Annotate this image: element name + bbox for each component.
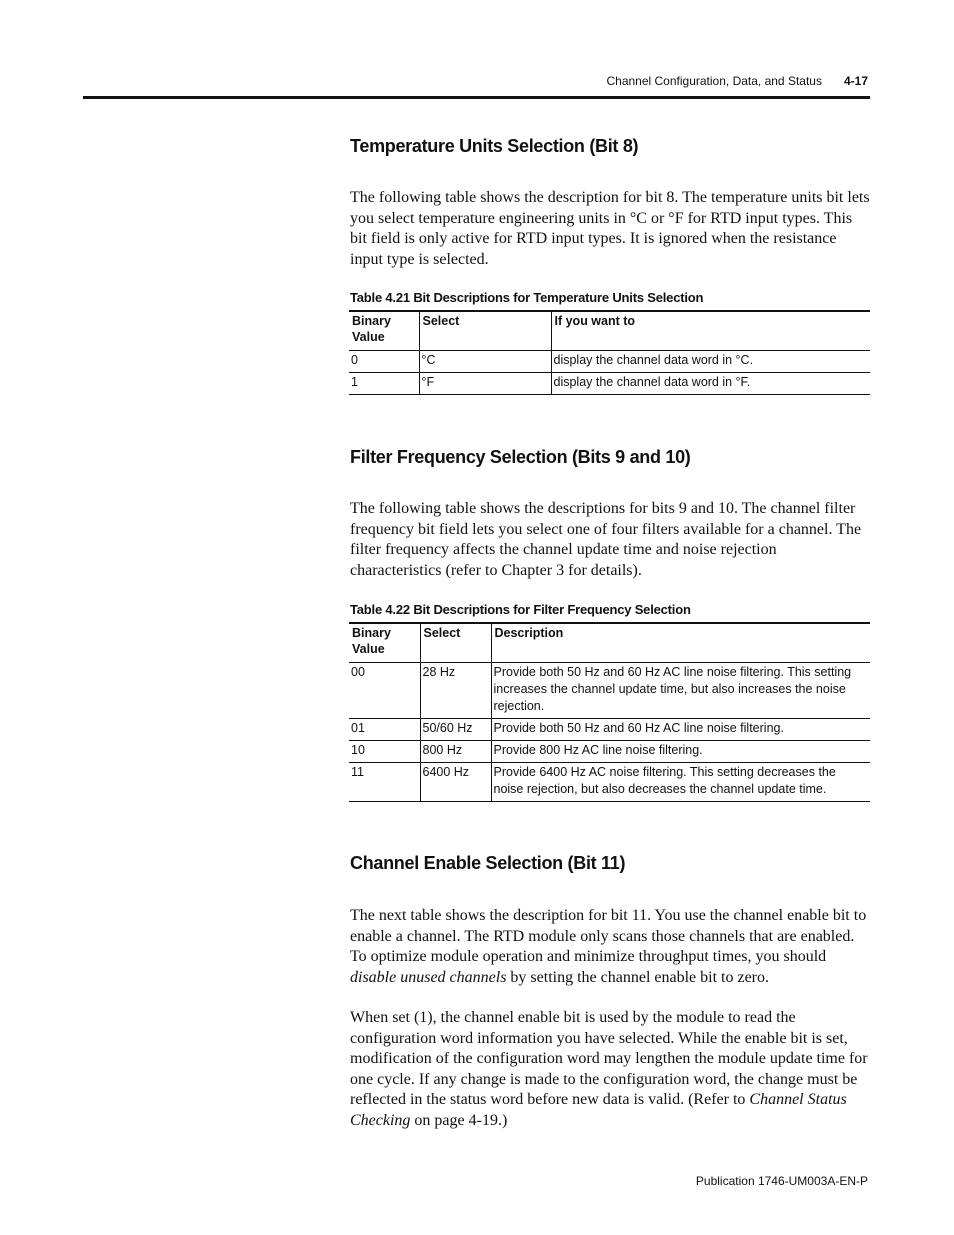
- header-rule: [83, 96, 870, 99]
- cell-binary-value: 0: [349, 351, 419, 373]
- cell-binary-value: 10: [349, 741, 420, 763]
- table-header-row: [349, 311, 870, 351]
- section-heading-filter-frequency: Filter Frequency Selection (Bits 9 and 10): [350, 447, 691, 467]
- table-row: [349, 373, 870, 395]
- cell-select: °C: [419, 351, 551, 373]
- table-row: [349, 763, 870, 802]
- paragraph-text: by setting the channel enable bit to zero.: [506, 968, 769, 986]
- cell-select: °F: [419, 373, 551, 395]
- paragraph-text: The next table shows the description for bit 11. You use the channel enable bit to enable a channel. The RTD module only scans those channels that are enabled. To optimize module operation and minimize throughput times, you should: [350, 907, 867, 965]
- paragraph-text: When set (1), the channel enable bit is used by the module to read the configuration word information you have selected. While the enable bit is set, modification of the configuration word may lengthen the module update time for one cycle. If any change is made to the configuration word, the change must be reflected in the status word before new data is valid. (Refer to: [350, 1009, 868, 1108]
- cell-description: display the channel data word in °C.: [551, 351, 870, 373]
- table-caption-4-21: Table 4.21 Bit Descriptions for Temperature Units Selection: [350, 290, 704, 305]
- table-filter-frequency: [349, 622, 870, 802]
- table-row: [349, 663, 870, 719]
- section-heading-temperature-units: Temperature Units Selection (Bit 8): [350, 136, 639, 156]
- cell-description: display the channel data word in °F.: [551, 373, 870, 395]
- publication-footer: Publication 1746-UM003A-EN-P: [695, 1174, 868, 1188]
- column-header-if-you-want-to: If you want to: [551, 311, 870, 351]
- paragraph-temperature-units: The following table shows the description for bit 8. The temperature units bit lets you select temperature engineering units in °C or °F for RTD input types. This bit field is only active for RTD input types. It is ignored when the resistance input type is selected.: [350, 189, 870, 268]
- paragraph-filter-frequency: The following table shows the descriptions for bits 9 and 10. The channel filter frequency bit field lets you select one of four filters available for a channel. The filter frequency affects the channel update time and noise rejection characteristics (refer to Chapter 3 for details).: [350, 500, 862, 579]
- column-header-description: Description: [491, 623, 870, 663]
- page-number: 4-17: [843, 74, 868, 88]
- table-row: [349, 741, 870, 763]
- column-header-select: Select: [420, 623, 491, 663]
- running-header: [606, 74, 868, 88]
- table-temperature-units: [349, 310, 870, 395]
- cell-description: Provide 800 Hz AC line noise filtering.: [491, 741, 870, 763]
- cell-select: 28 Hz: [420, 663, 491, 719]
- cell-binary-value: 1: [349, 373, 419, 395]
- paragraph-channel-enable-2: [350, 1008, 870, 1131]
- section-heading-channel-enable: Channel Enable Selection (Bit 11): [350, 853, 626, 873]
- running-header-title: Channel Configuration, Data, and Status: [606, 74, 822, 88]
- table-caption-4-22: Table 4.22 Bit Descriptions for Filter Frequency Selection: [350, 602, 691, 617]
- table-header-row: [349, 623, 870, 663]
- cell-description: Provide both 50 Hz and 60 Hz AC line noise filtering.: [491, 719, 870, 741]
- table-row: [349, 719, 870, 741]
- paragraph-text: on page 4-19.): [410, 1111, 508, 1129]
- cell-binary-value: 00: [349, 663, 420, 719]
- emphasis-disable-unused-channels: disable unused channels: [350, 968, 507, 986]
- paragraph-channel-enable-1: [350, 906, 870, 988]
- column-header-binary-value: Binary Value: [349, 311, 419, 351]
- cell-binary-value: 11: [349, 763, 420, 802]
- cell-select: 50/60 Hz: [420, 719, 491, 741]
- cell-description: Provide both 50 Hz and 60 Hz AC line noise filtering. This setting increases the channel update time, but also increases the noise rejection.: [491, 663, 870, 719]
- cell-binary-value: 01: [349, 719, 420, 741]
- cell-select: 6400 Hz: [420, 763, 491, 802]
- column-header-select: Select: [419, 311, 551, 351]
- cell-select: 800 Hz: [420, 741, 491, 763]
- cell-description: Provide 6400 Hz AC noise filtering. This setting decreases the noise rejection, but also decreases the channel update time.: [491, 763, 870, 802]
- column-header-binary-value: Binary Value: [349, 623, 420, 663]
- cross-reference-channel-status-checking: Channel Status Checking: [350, 1091, 847, 1129]
- table-row: [349, 351, 870, 373]
